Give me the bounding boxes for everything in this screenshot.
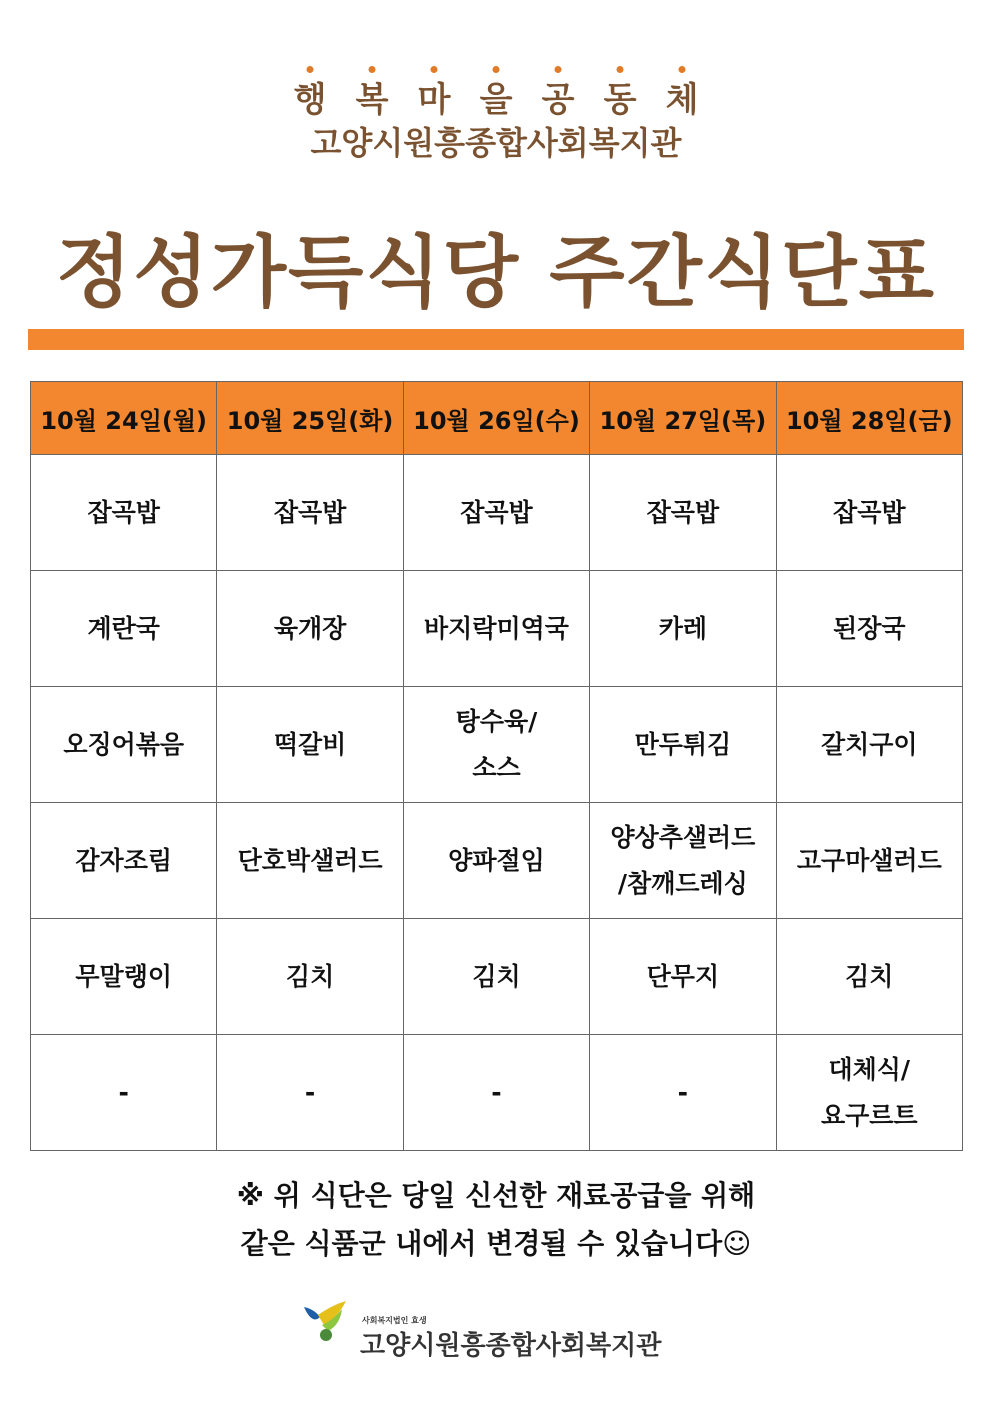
menu-cell: 고구마샐러드 <box>776 803 962 919</box>
logo-name: 고양시원흥종합사회복지관 <box>360 1331 662 1361</box>
logo-subtitle: 사회복지법인 효생 <box>362 1316 427 1325</box>
logo-mark-icon <box>298 1295 358 1355</box>
menu-cell: 김치 <box>403 919 589 1035</box>
menu-row <box>31 571 963 687</box>
menu-cell: 갈치구이 <box>776 687 962 803</box>
menu-cell: 만두튀김 <box>590 687 776 803</box>
slogan-char <box>527 72 589 121</box>
heart-dot-icon <box>369 66 376 73</box>
menu-cell: 오징어볶음 <box>31 687 217 803</box>
menu-cell: 감자조림 <box>31 803 217 919</box>
slogan-char <box>341 72 403 121</box>
heart-dot-icon <box>493 66 500 73</box>
menu-cell: - <box>403 1035 589 1151</box>
day-header: 10월 24일(월) <box>31 382 217 455</box>
org-slogan <box>0 72 992 121</box>
menu-cell: 잡곡밥 <box>31 455 217 571</box>
slogan-char-text: 체 <box>665 80 699 120</box>
menu-row <box>31 919 963 1035</box>
menu-cell: 양상추샐러드 /참깨드레싱 <box>590 803 776 919</box>
menu-cell: 김치 <box>776 919 962 1035</box>
menu-cell: 대체식/ 요구르트 <box>776 1035 962 1151</box>
menu-cell: 떡갈비 <box>217 687 403 803</box>
menu-cell: 김치 <box>217 919 403 1035</box>
menu-notice <box>0 1172 992 1268</box>
heart-dot-icon <box>617 66 624 73</box>
menu-cell: 양파절임 <box>403 803 589 919</box>
menu-cell: 잡곡밥 <box>776 455 962 571</box>
slogan-char <box>589 72 651 121</box>
slogan-char-text: 동 <box>603 80 637 120</box>
menu-row <box>31 455 963 571</box>
day-header: 10월 25일(화) <box>217 382 403 455</box>
notice-line-1: ※ 위 식단은 당일 신선한 재료공급을 위해 <box>236 1179 756 1212</box>
org-name: 고양시원흥종합사회복지관 <box>310 124 682 162</box>
heart-dot-icon <box>307 66 314 73</box>
heart-dot-icon <box>679 66 686 73</box>
slogan-char-text: 행 <box>293 80 327 120</box>
menu-row <box>31 803 963 919</box>
menu-cell: 육개장 <box>217 571 403 687</box>
menu-cell: 된장국 <box>776 571 962 687</box>
menu-cell: 단호박샐러드 <box>217 803 403 919</box>
menu-cell: - <box>31 1035 217 1151</box>
slogan-char <box>403 72 465 121</box>
menu-cell: 잡곡밥 <box>590 455 776 571</box>
page-title: 정성가득식당 주간식단표 <box>56 228 936 318</box>
menu-header-row <box>31 382 963 455</box>
menu-row <box>31 687 963 803</box>
slogan-char-text: 을 <box>479 80 513 120</box>
menu-cell: - <box>217 1035 403 1151</box>
notice-line-2: 같은 식품군 내에서 변경될 수 있습니다☺ <box>240 1227 752 1260</box>
slogan-char-text: 복 <box>355 80 389 120</box>
slogan-char <box>651 72 713 121</box>
menu-cell: 카레 <box>590 571 776 687</box>
weekly-menu-table <box>30 381 963 1151</box>
slogan-char-text: 마 <box>417 80 451 120</box>
menu-cell: 탕수육/ 소스 <box>403 687 589 803</box>
menu-cell: 잡곡밥 <box>217 455 403 571</box>
welfare-center-logo <box>298 1295 678 1365</box>
day-header: 10월 28일(금) <box>776 382 962 455</box>
title-divider <box>28 329 964 350</box>
heart-dot-icon <box>555 66 562 73</box>
menu-cell: 무말랭이 <box>31 919 217 1035</box>
menu-cell: - <box>590 1035 776 1151</box>
slogan-char <box>279 72 341 121</box>
heart-dot-icon <box>431 66 438 73</box>
menu-cell: 잡곡밥 <box>403 455 589 571</box>
menu-cell: 단무지 <box>590 919 776 1035</box>
day-header: 10월 26일(수) <box>403 382 589 455</box>
day-header: 10월 27일(목) <box>590 382 776 455</box>
slogan-char <box>465 72 527 121</box>
menu-cell: 계란국 <box>31 571 217 687</box>
menu-cell: 바지락미역국 <box>403 571 589 687</box>
menu-row <box>31 1035 963 1151</box>
slogan-char-text: 공 <box>541 80 575 120</box>
